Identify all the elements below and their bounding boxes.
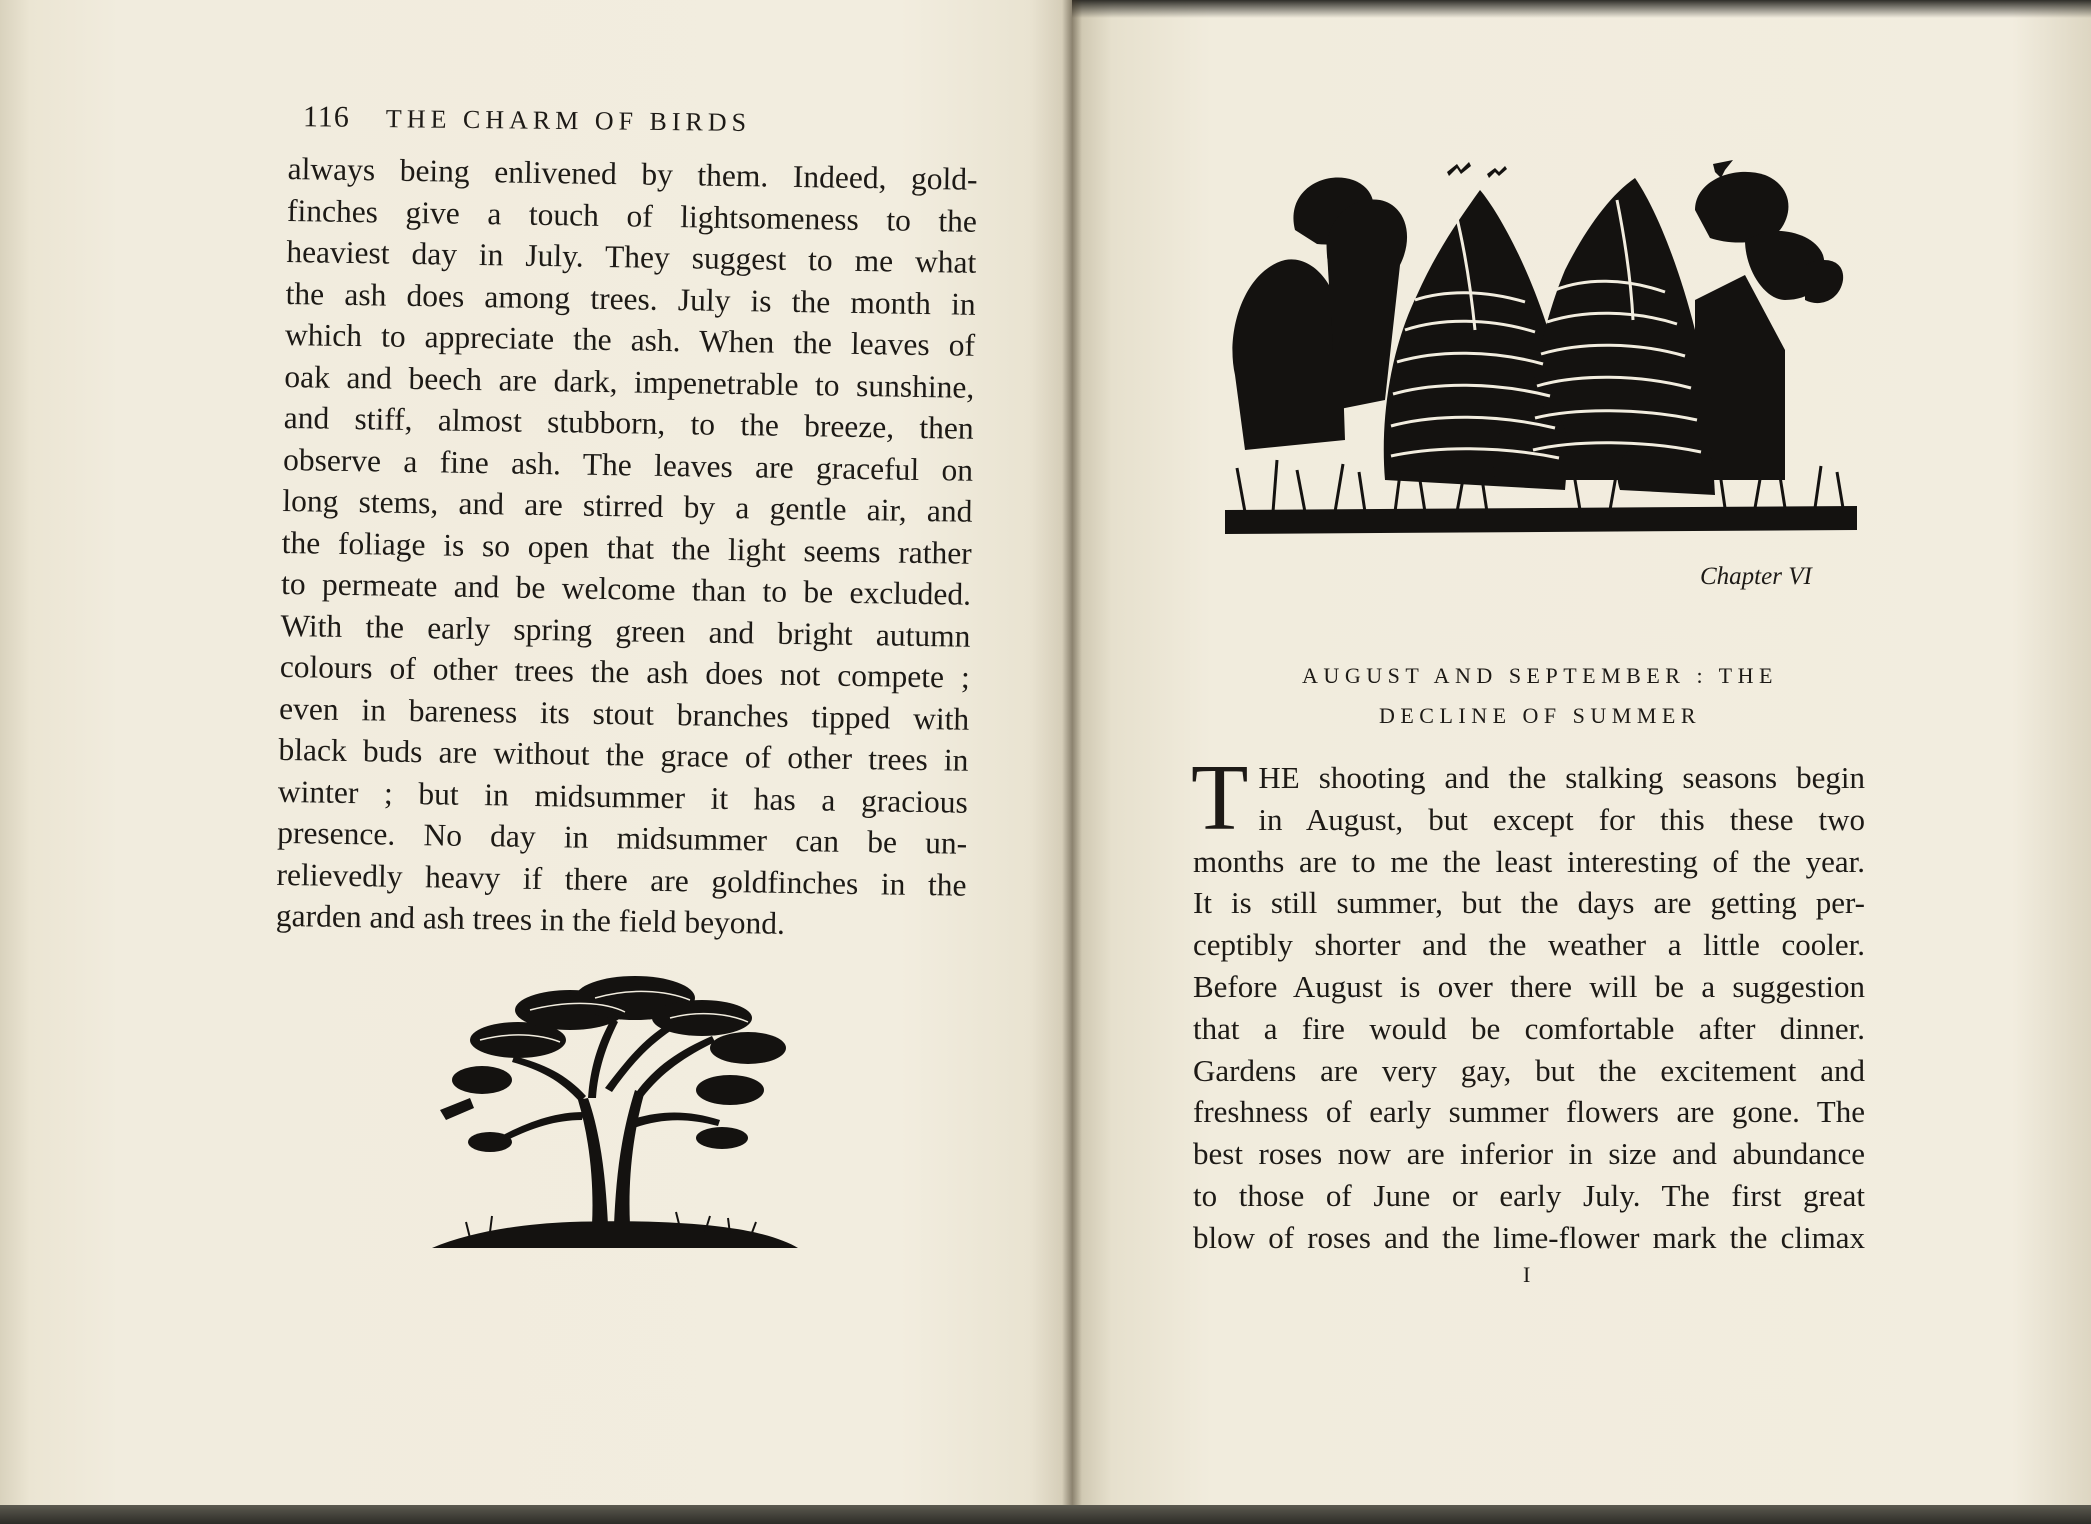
chapter-title-line: DECLINE OF SUMMER: [1378, 703, 1702, 728]
text-line: to those of June or early July. The first great: [1193, 1177, 1865, 1213]
book-gutter: [1062, 0, 1082, 1524]
book-bottom-edge: [0, 1505, 2091, 1524]
text-line: relievedly heavy if there are goldfinches in the: [276, 856, 967, 903]
text-line: that a fire would be comfortable after dinner.: [1193, 1010, 1865, 1046]
page-number: 116: [302, 100, 351, 134]
chapter-label: Chapter VI: [1700, 563, 1812, 590]
text-line: garden and ash trees in the field beyond.: [275, 897, 786, 941]
text-line: presence. No day in midsummer can be un-: [276, 814, 968, 861]
text-line: the ash does among trees. July is the month in: [285, 275, 976, 322]
text-line: heaviest day in July. They suggest to me what: [286, 233, 977, 280]
text-line: finches give a touch of lightsomeness to the: [286, 192, 978, 239]
text-line: It is still summer, but the days are getting per-: [1193, 885, 1865, 921]
tree-woodcut-illustration: [430, 970, 800, 1255]
text-line: Gardens are very gay, but the excitement and: [1193, 1052, 1865, 1088]
text-line: always being enlivened by them. Indeed, gold-: [287, 150, 978, 197]
signature-mark: I: [1523, 1262, 1531, 1287]
text-line: to permeate and be welcome than to be excluded.: [280, 565, 972, 612]
page-shadow-top: [1072, 0, 2091, 18]
right-page-body: [1191, 746, 1865, 1259]
text-line: With the early spring green and bright autumn: [280, 607, 971, 654]
text-line: blow of roses and the lime-flower mark the climax: [1193, 1219, 1865, 1255]
text-line: which to appreciate the ash. When the leaves of: [284, 316, 976, 363]
drop-cap: T: [1191, 746, 1249, 850]
text-line: colours of other trees the ash does not compete ;: [279, 648, 971, 695]
text-line: long stems, and are stirred by a gentle air, and: [282, 482, 973, 529]
running-head-title: THE CHARM OF BIRDS: [385, 104, 752, 137]
text-line: freshness of early summer flowers are gone. The: [1193, 1094, 1865, 1130]
text-line: and stiff, almost stubborn, to the breeze, then: [283, 399, 974, 446]
text-line: best roses now are inferior in size and abundance: [1193, 1136, 1865, 1172]
text-line: winter ; but in midsummer it has a gracious: [277, 773, 969, 820]
text-line: even in bareness its stout branches tipped with: [278, 690, 970, 737]
chapter-title: [1190, 656, 1890, 736]
text-line: in August, but except for this these two: [1258, 801, 1865, 837]
haystacks-woodcut-illustration: [1225, 150, 1857, 540]
text-line: observe a fine ash. The leaves are graceful on: [282, 441, 974, 488]
chapter-title-line: AUGUST AND SEPTEMBER : THE: [1302, 663, 1778, 688]
text-line: black buds are without the grace of other trees in: [278, 731, 969, 778]
text-line: months are to me the least interesting of the year.: [1193, 843, 1865, 879]
text-line: HE shooting and the stalking seasons begin: [1258, 760, 1865, 795]
text-line: Before August is over there will be a suggestion: [1193, 968, 1865, 1004]
text-line: ceptibly shorter and the weather a little cooler.: [1193, 927, 1865, 963]
left-page-body: [276, 148, 978, 947]
text-line: the foliage is so open that the light seems rather: [281, 524, 973, 571]
text-line: oak and beech are dark, impenetrable to sunshine,: [284, 358, 975, 405]
